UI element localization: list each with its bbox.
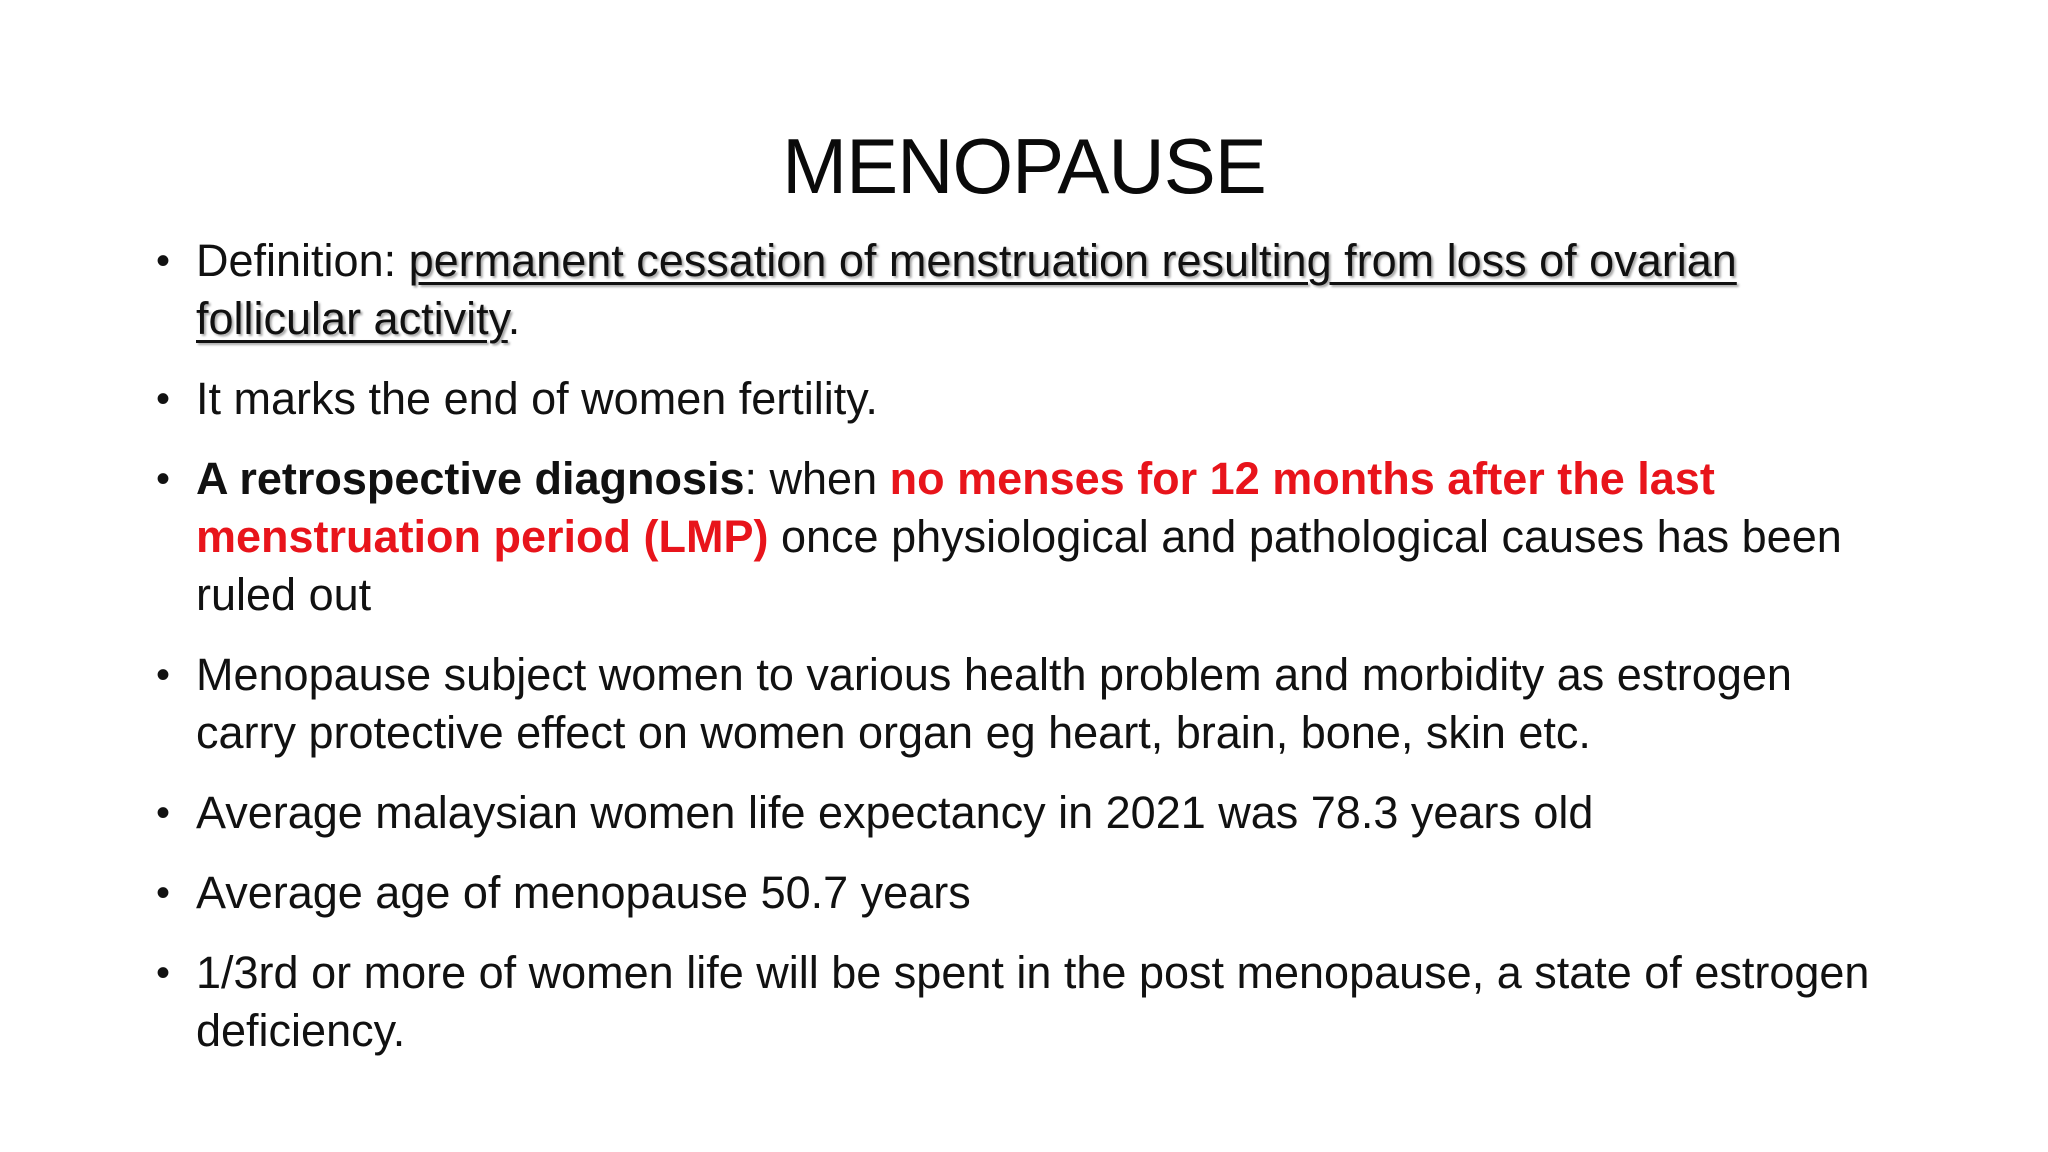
bullet-dot: • xyxy=(156,377,171,421)
bullet-dot: • xyxy=(156,653,171,697)
bullet-diagnosis xyxy=(150,450,1890,624)
bullet-definition xyxy=(150,232,1890,348)
diagnosis-rest: once physiological and pathological causes has been ruled out xyxy=(196,511,1842,620)
definition-period: . xyxy=(507,293,521,344)
bullet-dot: • xyxy=(156,951,171,995)
definition-text: permanent cessation of menstruation resulting from loss of ovarian follicular activity xyxy=(196,235,1737,344)
bullet-dot: • xyxy=(156,791,171,835)
diagnosis-term: A retrospective diagnosis xyxy=(196,453,745,504)
bullet-text: It marks the end of women fertility. xyxy=(196,373,878,424)
bullet-fertility xyxy=(150,370,1890,428)
bullet-text: Menopause subject women to various health problem and morbidity as estrogen carry protective effect on women organ eg heart, brain, bone, skin etc. xyxy=(196,649,1792,758)
diagnosis-criteria: no menses for 12 months after the last menstruation period (LMP) xyxy=(196,453,1715,562)
slide-title: MENOPAUSE xyxy=(782,122,1266,210)
bullet-health-problems xyxy=(150,646,1890,762)
bullet-text: Average malaysian women life expectancy in 2021 was 78.3 years old xyxy=(196,787,1594,838)
bullet-text: Average age of menopause 50.7 years xyxy=(196,867,971,918)
bullet-post-menopause xyxy=(150,944,1890,1060)
bullet-dot: • xyxy=(156,871,171,915)
diagnosis-connector: : when xyxy=(744,453,890,504)
definition-label: Definition: xyxy=(196,235,409,286)
bullet-list xyxy=(150,232,1890,1082)
bullet-dot: • xyxy=(156,239,171,283)
bullet-dot: • xyxy=(156,457,171,501)
bullet-average-age xyxy=(150,864,1890,922)
bullet-life-expectancy xyxy=(150,784,1890,842)
bullet-text: 1/3rd or more of women life will be spent in the post menopause, a state of estrogen deficiency. xyxy=(196,947,1870,1056)
